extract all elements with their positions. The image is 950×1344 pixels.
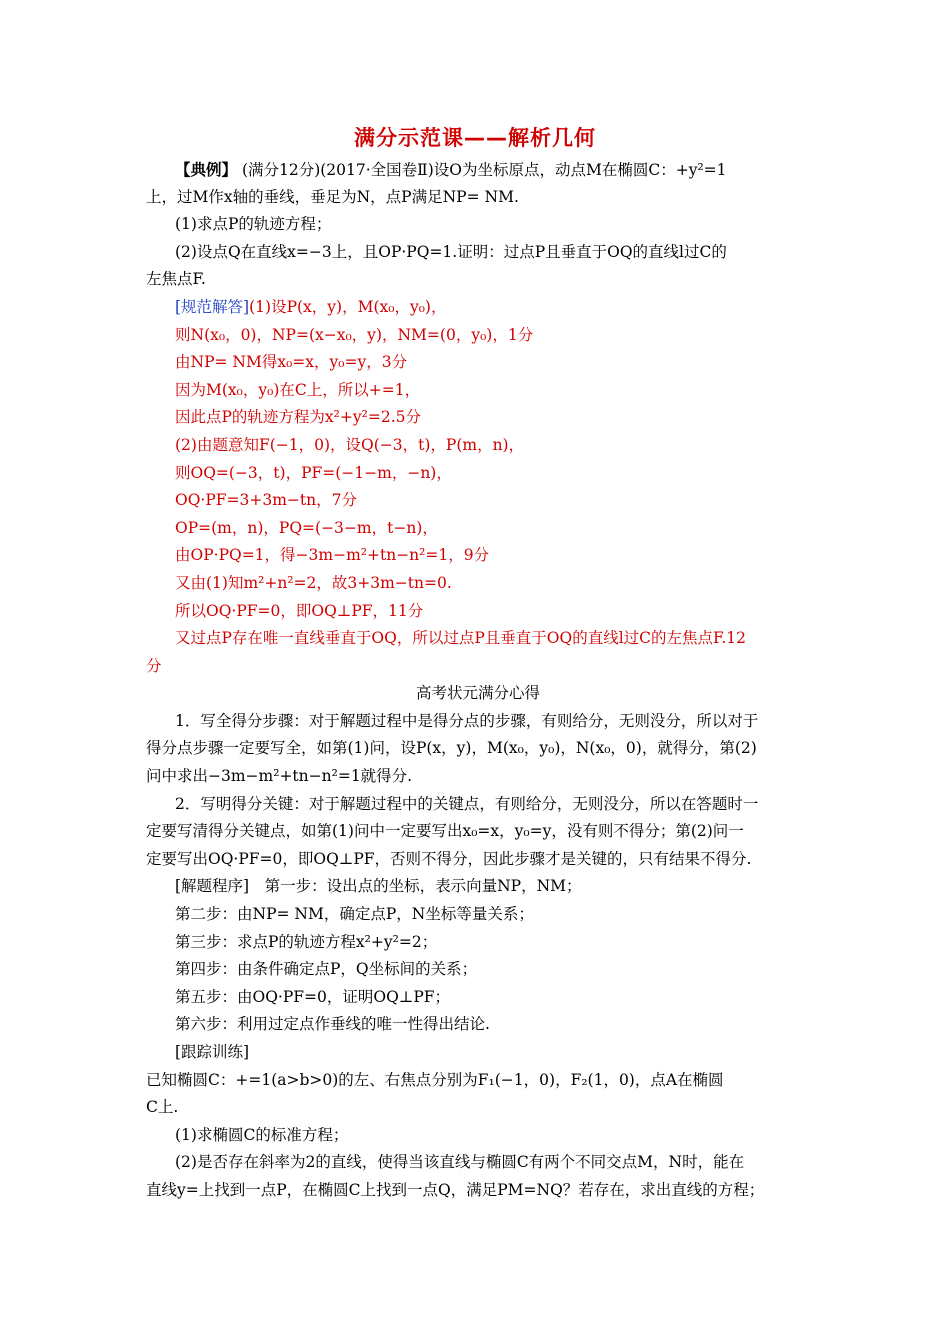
- solution-line: 则OQ=(−3，t)，PF=(−1−m，−n)，: [175, 463, 452, 482]
- solution-line: OP=(m，n)，PQ=(−3−m，t−n)，: [175, 518, 438, 537]
- solution-label: [规范解答]: [175, 297, 250, 316]
- experience-paragraph-2: 定要写出OQ·PF=0，即OQ⊥PF，否则不得分，因此步骤才是关键的，只有结果不得分.: [146, 849, 752, 868]
- solution-line: 所以OQ·PF=0，即OQ⊥PF，11分: [175, 601, 424, 620]
- experience-paragraph-1: 得分点步骤一定要写全，如第(1)问，设P(x，y)，M(x₀，y₀)，N(x₀，0)，就得分，第(2): [146, 739, 757, 758]
- training-label: [跟踪训练]: [175, 1043, 250, 1061]
- procedure-step: [解题程序] 第一步：设出点的坐标，表示向量NP，NM；: [175, 877, 582, 896]
- procedure-step: 第五步：由OQ·PF=0，证明OQ⊥PF；: [175, 987, 451, 1006]
- solution-line: 又过点P存在唯一直线垂直于OQ，所以过点P且垂直于OQ的直线l过C的左焦点F.12: [175, 629, 746, 648]
- procedure-step: 第三步：求点P的轨迹方程x²+y²=2；: [175, 932, 438, 951]
- solution-line: 由OP·PQ=1，得−3m−m²+tn−n²=1，9分: [175, 546, 490, 565]
- solution-line: 因此点P的轨迹方程为x²+y²=2.5分: [175, 408, 421, 427]
- training-question-1: (1)求椭圆C的标准方程；: [175, 1125, 349, 1144]
- experience-paragraph-2: 2．写明得分关键：对于解题过程中的关键点，有则给分，无则没分，所以在答题时一: [175, 794, 759, 813]
- training-question-2: (2)是否存在斜率为2的直线，使得当该直线与椭圆C有两个不同交点M，N时，能在: [175, 1153, 745, 1172]
- example-line: 【典例】 (满分12分)(2017·全国卷Ⅱ)设O为坐标原点，动点M在椭圆C：+y²=1: [175, 160, 727, 179]
- solution-line: 又由(1)知m²+n²=2，故3+3m−tn=0.: [175, 573, 452, 592]
- solution-line: 由NP= NM得x₀=x，y₀=y，3分: [175, 353, 408, 372]
- page-title: 满分示范课——解析几何: [354, 126, 596, 150]
- procedure-step: 第二步：由NP= NM，确定点P，N坐标等量关系；: [175, 905, 534, 924]
- experience-paragraph-1: 1．写全得分步骤：对于解题过程中是得分点的步骤，有则给分，无则没分，所以对于: [175, 711, 759, 730]
- training-line: 已知椭圆C：+=1(a>b>0)的左、右焦点分别为F₁(−1，0)，F₂(1，0)，点A在椭圆: [146, 1070, 724, 1089]
- experience-heading: 高考状元满分心得: [415, 684, 540, 703]
- procedure-step: 第四步：由条件确定点P，Q坐标间的关系；: [175, 960, 478, 979]
- example-line: 上，过M作x轴的垂线，垂足为N，点P满足NP= NM.: [146, 187, 519, 206]
- example-question-2: (2)设点Q在直线x=−3上，且OP·PQ=1.证明：过点P且垂直于OQ的直线l过C的: [175, 242, 727, 261]
- training-question-2: 直线y=上找到一点P，在椭圆C上找到一点Q，满足PM=NQ？若存在，求出直线的方程；: [146, 1180, 765, 1199]
- experience-paragraph-1: 问中求出−3m−m²+tn−n²=1就得分.: [146, 767, 413, 786]
- example-tag: 【典例】: [175, 160, 238, 179]
- content-body: [146, 156, 810, 1205]
- solution-line: (2)由题意知F(−1，0)，设Q(−3，t)，P(m，n)，: [175, 435, 525, 454]
- experience-paragraph-2: 定要写清得分关键点，如第(1)问中一定要写出x₀=x，y₀=y，没有则不得分；第(2)问一: [146, 822, 744, 841]
- procedure-step: 第六步：利用过定点作垂线的唯一性得出结论.: [175, 1015, 490, 1034]
- solution-line: 因为M(x₀，y₀)在C上，所以+=1，: [175, 380, 421, 399]
- example-line: 左焦点F.: [146, 270, 206, 289]
- example-question-1: (1)求点P的轨迹方程；: [175, 215, 332, 234]
- solution-line: 则N(x₀，0)，NP=(x−x₀，y)，NM=(0，y₀)，1分: [175, 325, 534, 344]
- solution-line: OQ·PF=3+3m−tn，7分: [175, 491, 357, 510]
- solution-line: 分: [146, 656, 162, 675]
- training-line: C上.: [146, 1098, 179, 1117]
- solution-line: [规范解答](1)设P(x，y)，M(x₀，y₀)，: [175, 297, 447, 316]
